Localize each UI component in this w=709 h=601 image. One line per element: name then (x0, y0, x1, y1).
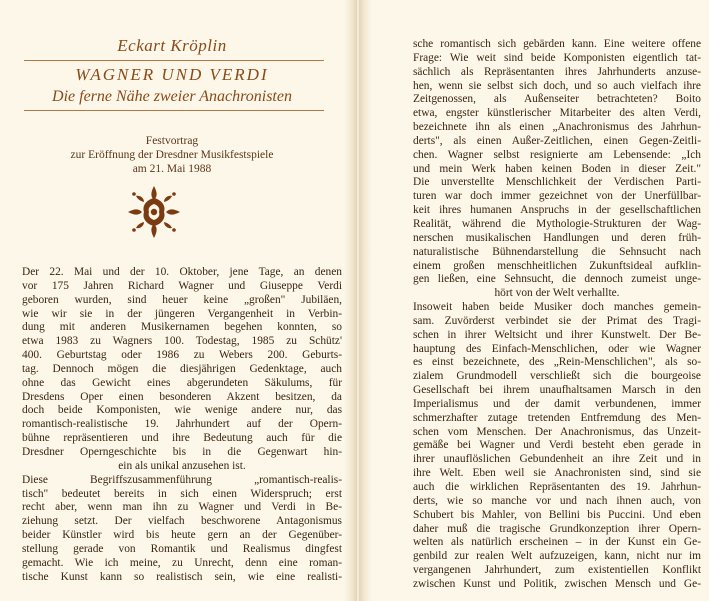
text-line: Der 22. Mai und der 10. Oktober, jene Tage, an denen (22, 266, 342, 278)
text-line: bühne repräsentieren und ihre Bedeutung auch für die (22, 432, 342, 445)
text-line: turen war doch immer gezeichnet von der Unerfüllbar- (413, 190, 701, 203)
text-line: Dresdens Oper einen besonderen Akzent besitzen, da (22, 390, 342, 403)
text-line: tag. Dennoch mögen die diesjährigen Gedenktage, auch (22, 362, 342, 375)
text-line: ohne das Gewicht eines abgerundeten Säkulums, für (22, 376, 342, 389)
text-line: sam. Zuvörderst verbindet sie der Primat des Tragi- (413, 314, 701, 327)
text-line: stellung gerade von Romantik und Realismus dingfest (22, 542, 342, 555)
text-line: gemacht. Wie ich meine, zu Unrecht, denn eine roman- (22, 556, 342, 569)
text-line: hauptung des Einfach-Menschlichen, oder wie Wagner (413, 342, 701, 355)
text-line: tische Kunst kann so realistisch sein, wie eine realisti- (22, 570, 342, 583)
essay-subtitle: Die ferne Nähe zweier Anachronisten (52, 88, 292, 105)
text-line: 400. Geburtstag oder 1986 zu Webers 200. Geburts- (22, 349, 342, 362)
text-line: recht aber, wenn man ihn zu Wagner und Verdi in Be- (22, 501, 342, 514)
text-line: Dresdner Operngeschichte bis in die Gegenwart hin- (22, 445, 342, 458)
text-line: genbild zur realen Welt aufzuzeigen, kann, nicht nur im (413, 550, 701, 563)
text-line: vor 175 Jahren Richard Wagner und Giuseppe Verdi (22, 279, 342, 292)
text-line: hört von der Welt verhallte. (494, 287, 620, 300)
text-line: schmerzhafter zutage tretenden Entfremdung des Men- (413, 411, 701, 424)
occasion-line: am 21. Mai 1988 (132, 163, 212, 175)
essay-title: WAGNER UND VERDI (75, 65, 269, 84)
text-line: geboren wurden, sind heuer keine „großen" Jubiläen, (22, 293, 342, 306)
text-line: romantisch-realistische 19. Jahrhundert auf der Opern- (22, 418, 342, 431)
left-text-column (22, 266, 342, 584)
text-line: ihre Welt. Eben weil sie Anachronisten sind, sind sie (413, 467, 701, 480)
occasion-line: Festvortrag (145, 135, 199, 147)
text-line: Die unverstellte Menschlichkeit der Verdischen Parti- (413, 176, 701, 189)
text-line: beider Künstler wird bis heute gern an der Gegenüber- (22, 529, 342, 542)
text-line: daher muß die tragische Grundkonzeption ihrer Opern- (413, 522, 701, 535)
text-line: etwa 1983 zu Wagners 100. Todestag, 1985 zu Schütz' (22, 335, 342, 348)
text-line: zialem Grundmodell verschließt sich die bourgeoise (413, 370, 701, 383)
text-line: Insoweit haben beide Musiker doch manches gemein- (413, 301, 701, 314)
text-line: doch beide Komponisten, wie wenige andere nur, das (22, 404, 342, 417)
text-line: bezeichnete ihn als einen „Anachronismus des Jahrhun- (413, 121, 701, 134)
text-line: chen. Wagner selbst resignierte am Lebensende: „Ich (413, 148, 701, 161)
text-line: sche romantisch sich gebärden kann. Eine weitere offene (413, 38, 701, 50)
text-line: tisch" bedeutet bereits in sich einen Widerspruch; erst (22, 487, 342, 500)
text-line: Diese Begriffszusammenführung „romantisch-realis- (22, 473, 342, 486)
text-line: Gesellschaft bei ihrem unaufhaltsamen Marsch in den (413, 384, 701, 397)
text-line: Realität, während die Mythologie-Strukturen der Wag- (413, 217, 701, 230)
author-name: Eckart Kröplin (117, 36, 227, 55)
text-line: Frage: Wie weit sind beide Komponisten eigentlich tat- (413, 51, 701, 64)
occasion-note (0, 134, 344, 176)
text-line: es einst bezeichnete, des „Rein-Menschlichen", als so- (413, 356, 701, 369)
text-line: nerschen musikalischen Handlungen und deren früh- (413, 231, 701, 244)
bottom-rule (24, 110, 324, 111)
text-line: Schubert bis Mahler, von Bellini bis Puccini. Und eben (413, 508, 701, 521)
text-line: schen vom Menschen. Der Anachronismus, das Unzeit- (413, 425, 701, 438)
text-line: etwa, engster künstlerischer Mitarbeiter des alten Verdi, (413, 107, 701, 120)
text-line: ihrer unauflöslichen Gebundenheit an ihre Zeit und in (413, 453, 701, 466)
text-line: gen ließen, eine Sehnsucht, die dennoch zumeist unge- (413, 273, 701, 286)
text-line: auch die wirklichen Repräsentanten des 19. Jahrhun- (413, 481, 701, 493)
text-line: zwischen Kunst und Politik, zwischen Mensch und Ge- (413, 577, 701, 590)
book-gutter (344, 0, 372, 601)
text-line: derts, wie so manche vor und nach ihnen auch, von (413, 494, 701, 507)
text-line: vergangenen Jahrhundert, zum existentiellen Konflikt (413, 564, 701, 577)
text-line: gemäße bei Wagner und Verdi besteht eben gerade in (413, 439, 701, 452)
text-line: ein als unikal anzusehen ist. (118, 459, 246, 472)
text-line: derts", als einen Außer-Zeitlichen, einen Gegen-Zeitli- (413, 134, 701, 147)
text-line: sächlich als Repräsentanten ihres Jahrhunderts anzuse- (413, 65, 701, 78)
text-line: ziehung setzt. Der vielfach beschworene Antagonismus (22, 515, 342, 528)
text-line: naturalistische Bühnendarstellung die Sehnsucht nach (413, 245, 701, 258)
text-line: und mein Werk haben keinen Boden in dieser Zeit." (413, 162, 701, 175)
top-rule (24, 60, 324, 61)
text-line: Imperialismus und der damit verbundenen, immer (413, 397, 701, 410)
text-line: hen, wenn sie selbst sich doch, und so auch vielfach ihre (413, 79, 701, 92)
text-line: Zeitgenossen, als Außenseiter betrachteten? Boito (413, 93, 701, 106)
baroque-fleuron-icon (124, 184, 184, 240)
text-line: dung mit anderen Musikernamen begehen konnten, so (22, 321, 342, 334)
text-line: wie wir sie in der jüngeren Vergangenheit in Verbin- (22, 307, 342, 320)
right-text-column (413, 38, 701, 592)
text-line: keit ihres humanen Anspruchs in der gesellschaftlichen (413, 204, 701, 217)
text-line: schen in ihrer Weltsicht und ihrer Kunstwelt. Der Be- (413, 328, 701, 341)
occasion-line: zur Eröffnung der Dresdner Musikfestspiele (70, 149, 274, 161)
text-line: welten als natürlich erscheinen – in der Kunst ein Ge- (413, 536, 701, 549)
text-line: einem großen menschheitlichen Zukunftsideal aufklin- (413, 259, 701, 272)
